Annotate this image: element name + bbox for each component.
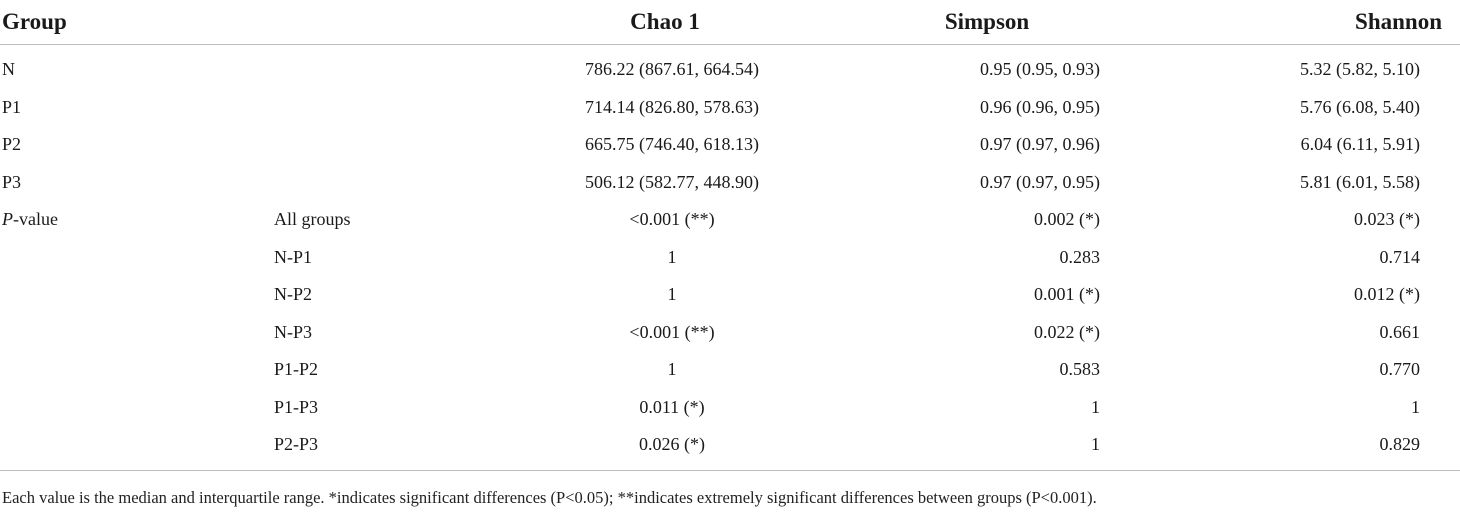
row-comparison: N-P1 bbox=[274, 246, 313, 267]
row-chao1-value: 786.22 (867.61, 664.54) bbox=[585, 59, 759, 80]
row-comparison: P1-P3 bbox=[274, 396, 319, 417]
row-shannon-value: 0.714 bbox=[1379, 246, 1420, 267]
row-shannon-value: 6.04 (6.11, 5.91) bbox=[1300, 134, 1420, 155]
row-comparison bbox=[262, 164, 534, 202]
row-comparison bbox=[262, 126, 534, 164]
row-simpson-value: 0.002 (*) bbox=[1034, 209, 1100, 230]
row-group-label: P3 bbox=[2, 171, 22, 192]
table-row bbox=[0, 314, 1460, 352]
row-simpson-value: 0.97 (0.97, 0.95) bbox=[980, 171, 1100, 192]
row-comparison: All groups bbox=[274, 209, 351, 230]
table-row bbox=[0, 426, 1460, 470]
row-comparison bbox=[262, 89, 534, 127]
row-simpson-value: 1 bbox=[796, 426, 1178, 470]
row-comparison: N-P3 bbox=[274, 321, 313, 342]
row-group-label bbox=[0, 276, 262, 314]
row-shannon-value: 5.76 (6.08, 5.40) bbox=[1300, 96, 1420, 117]
row-shannon-value: 0.661 bbox=[1379, 321, 1420, 342]
table-row bbox=[0, 276, 1460, 314]
row-simpson-value: 0.96 (0.96, 0.95) bbox=[980, 96, 1100, 117]
row-chao1-value: 0.026 (*) bbox=[534, 426, 796, 470]
row-chao1-value: 1 bbox=[667, 246, 677, 267]
row-shannon-value: 0.770 bbox=[1379, 359, 1420, 380]
row-comparison: P2-P3 bbox=[262, 426, 534, 470]
row-group-label bbox=[0, 314, 262, 352]
row-shannon-value: 5.81 (6.01, 5.58) bbox=[1300, 171, 1420, 192]
row-shannon-value: 5.32 (5.82, 5.10) bbox=[1300, 59, 1420, 80]
table-row bbox=[0, 239, 1460, 277]
row-comparison: N-P2 bbox=[274, 284, 313, 305]
row-group-label: N bbox=[2, 59, 15, 80]
table-body bbox=[0, 45, 1460, 471]
table-row bbox=[0, 89, 1460, 127]
row-simpson-value: 0.001 (*) bbox=[1034, 284, 1100, 305]
table-row bbox=[0, 45, 1460, 89]
row-shannon-value: 1 bbox=[1411, 396, 1420, 417]
row-shannon-value: 0.012 (*) bbox=[1354, 284, 1420, 305]
row-group-label: P-value bbox=[2, 209, 58, 230]
table-row bbox=[0, 126, 1460, 164]
row-chao1-value: 1 bbox=[667, 284, 677, 305]
header-chao1: Chao 1 bbox=[534, 0, 796, 45]
row-group-label bbox=[0, 239, 262, 277]
row-shannon-value: 0.829 bbox=[1178, 426, 1460, 470]
row-chao1-value: 0.011 (*) bbox=[639, 396, 705, 417]
row-comparison: P1-P2 bbox=[274, 359, 319, 380]
row-group-label: P1 bbox=[2, 96, 22, 117]
table-row bbox=[0, 351, 1460, 389]
table-footnote: Each value is the median and interquartile range. *indicates significant differences (P<0.05); **indicates extremely significant differences between groups (P<0.001). bbox=[2, 488, 1097, 507]
row-group-label bbox=[0, 426, 262, 470]
header-shannon: Shannon bbox=[1178, 0, 1460, 45]
row-group-label bbox=[0, 389, 262, 427]
row-simpson-value: 0.022 (*) bbox=[1034, 321, 1100, 342]
table-row bbox=[0, 201, 1460, 239]
table-row bbox=[0, 389, 1460, 427]
table-header bbox=[0, 0, 1460, 45]
row-simpson-value: 0.283 bbox=[1059, 246, 1100, 267]
row-chao1-value: 665.75 (746.40, 618.13) bbox=[585, 134, 759, 155]
row-chao1-value: <0.001 (**) bbox=[629, 321, 715, 342]
row-simpson-value: 1 bbox=[1091, 396, 1100, 417]
header-row bbox=[0, 0, 1460, 45]
row-chao1-value: 714.14 (826.80, 578.63) bbox=[585, 96, 759, 117]
row-simpson-value: 0.95 (0.95, 0.93) bbox=[980, 59, 1100, 80]
row-simpson-value: 0.583 bbox=[1059, 359, 1100, 380]
row-chao1-value: 1 bbox=[667, 359, 677, 380]
header-group: Group bbox=[0, 0, 262, 45]
row-comparison bbox=[262, 45, 534, 89]
row-group-label: P2 bbox=[2, 134, 22, 155]
header-simpson: Simpson bbox=[796, 0, 1178, 45]
table-row bbox=[0, 164, 1460, 202]
row-shannon-value: 0.023 (*) bbox=[1354, 209, 1420, 230]
header-comparison bbox=[262, 0, 534, 45]
row-chao1-value: 506.12 (582.77, 448.90) bbox=[585, 171, 759, 192]
row-simpson-value: 0.97 (0.97, 0.96) bbox=[980, 134, 1100, 155]
row-group-label bbox=[0, 351, 262, 389]
row-chao1-value: <0.001 (**) bbox=[629, 209, 715, 230]
